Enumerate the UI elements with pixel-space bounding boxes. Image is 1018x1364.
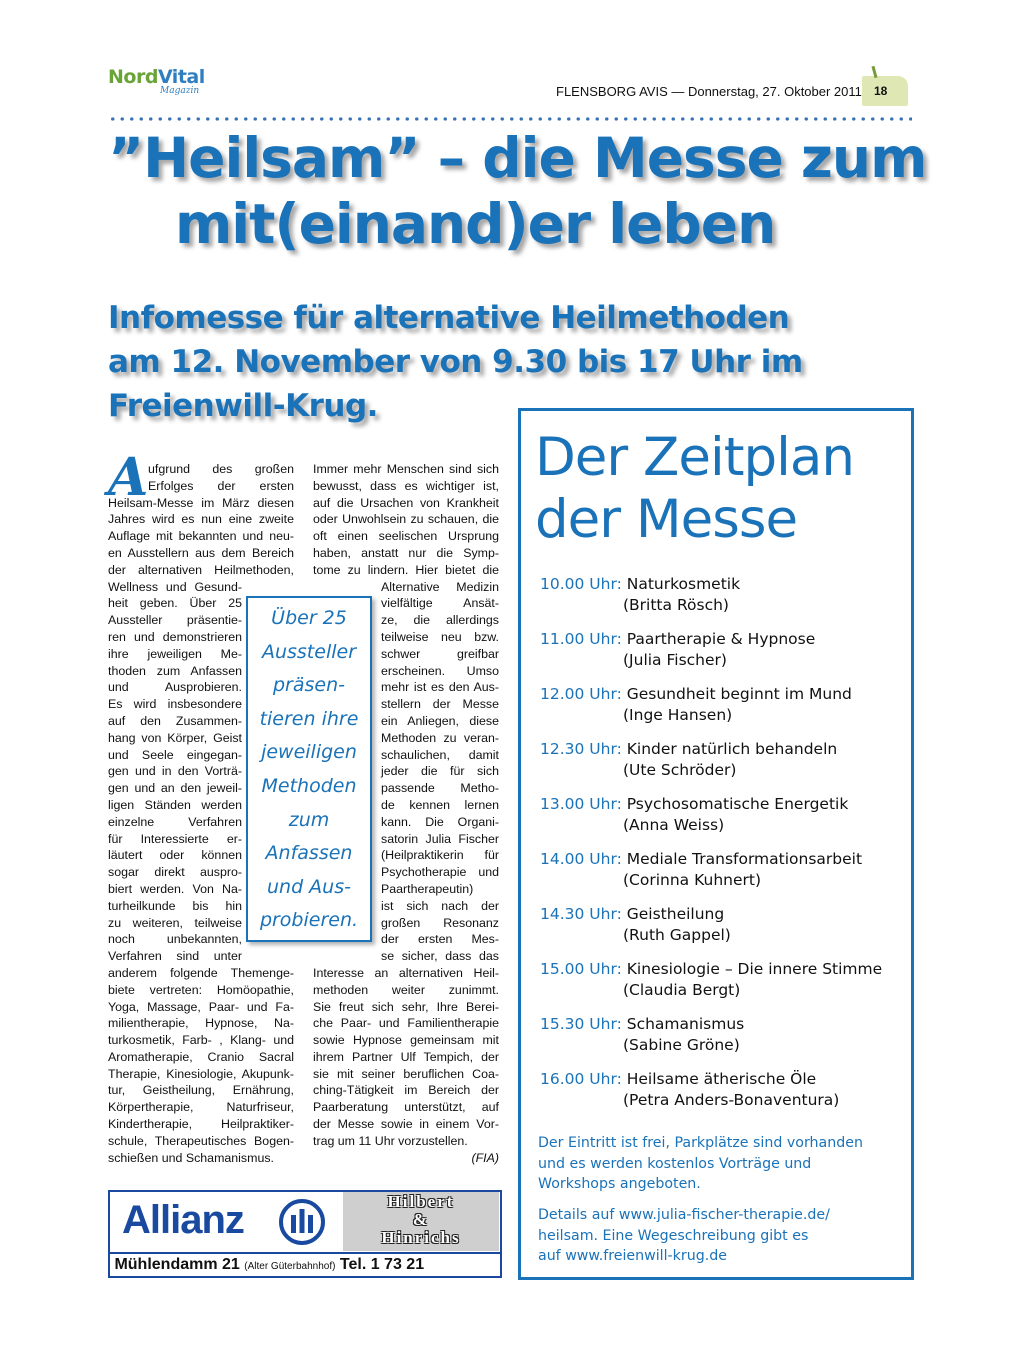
schedule-time: 16.00 Uhr: [540,1070,622,1088]
pull-quote-text [248,598,370,938]
schedule-time: 13.00 Uhr: [540,795,622,813]
article-line: ein Anliegen, diese [381,713,499,728]
headline-line1: ”Heilsam” – die Messe zum [108,126,927,190]
schedule-info-admission [538,1133,898,1195]
ad-street: Mühlendamm 21 [114,1256,240,1273]
article-line: oder Unwohlsein zu schauen, die [313,512,499,527]
article-line: der Messe sowie in einem Vor- [313,1117,499,1132]
schedule-box [518,408,914,1280]
ad-address-bar [110,1252,500,1276]
schedule-time: 12.00 Uhr: [540,685,622,703]
article-credit: (FIA) [471,1150,499,1165]
schedule-topic: Gesundheit beginnt im Mund [626,685,852,703]
pull-quote-line: tieren ihre [259,707,359,730]
article-line: teilweise neu bzw. [381,629,499,644]
schedule-entry [540,684,852,726]
schedule-title-line2: der Messe [535,489,798,550]
info-line: Workshops angeboten. [538,1176,701,1192]
schedule-title [535,427,854,551]
article-line: Immer mehr Menschen sind sich [313,462,499,476]
article-line: der alternativen Heilmethoden, [108,562,294,577]
schedule-speaker: (Ute Schröder) [623,761,737,779]
subheadline-line1: Infomesse für alternative Heilmethoden [108,300,790,336]
schedule-time: 14.00 Uhr: [540,850,622,868]
schedule-entry [540,959,882,1001]
article-line: oft einen seelischen Ursprung [313,529,499,544]
subheadline-line3: Freienwill-Krug. [108,388,378,424]
pull-quote [246,596,372,942]
article-line: haben, anstatt nur die Symp- [313,545,499,560]
pull-quote-line: Anfassen [265,842,353,865]
schedule-topic: Kinder natürlich behandeln [626,740,838,758]
schedule-speaker: (Claudia Bergt) [623,981,741,999]
article-line: schwer greifbar [381,646,499,661]
article-line: (Heilpraktikerin für [381,848,499,863]
info-line: auf www.freienwill-krug.de [538,1248,727,1264]
article-line: ching-Tätigkeit im Bereich der [313,1083,499,1098]
apple-stem-icon [871,66,877,78]
article-line: sie mit seiner beruflichen Coa- [313,1066,499,1081]
article-line: Jahres wird es nun eine zweite [108,512,294,527]
schedule-topic: Geistheilung [626,905,725,923]
logo-vital: Vital [157,66,205,88]
article-line: Psychotherapie und [381,865,499,880]
article-line: Es wird insbesondere [108,697,242,712]
schedule-entry-line [540,739,837,760]
page-number: 18 [874,84,888,98]
ad-name1: Hilbert [387,1192,455,1211]
article-line: Erfolges der ersten [148,478,294,493]
article-line: ze, die allerdings [381,613,499,628]
schedule-entry [540,574,740,616]
schedule-entry [540,1014,744,1056]
article-line: Aussteller präsentie- [108,613,242,628]
article-line: trag um 11 Uhr vorzustellen. [313,1133,468,1148]
article-line: Interesse an alternativen Heil- [313,965,499,980]
page-number-tab [862,76,908,106]
schedule-time: 12.30 Uhr: [540,740,622,758]
article-line: ren und demonstrieren [108,629,242,644]
logo-nord: Nord [108,66,158,88]
info-line: Der Eintritt ist frei, Parkplätze sind vorhanden [538,1135,863,1151]
article-line: vielfältige Ansät- [381,596,499,611]
article-line: de kennen lernen [381,797,499,812]
article-line: che Paar- und Familientherapie [313,1016,499,1031]
pull-quote-line: probieren. [259,909,359,932]
ad-agency-names [343,1192,499,1251]
article-line: sogar direkt auspro- [108,865,242,880]
article-line: und Seele eingegan- [108,747,242,762]
allianz-advertisement [108,1190,502,1278]
info-line: Details auf www.julia-fischer-therapie.de/ [538,1207,830,1223]
schedule-topic: Mediale Transformationsarbeit [626,850,863,868]
article-line: schule, Therapeutisches Bogen- [108,1133,294,1148]
pull-quote-line: präsen- [272,674,345,697]
schedule-entry [540,794,848,836]
article-line: gen und an den jeweil- [108,781,242,796]
pull-quote-line: Methoden [261,774,357,797]
article-line: sowie Hypnose gemeinsam mit [313,1033,499,1048]
article-line: Paartherapeutin) [381,881,474,896]
schedule-entry-line [540,794,848,815]
schedule-entry [540,904,731,946]
article-line: ist sich nach der [381,898,499,913]
article-line: tome zu lindern. Hier bietet die [313,562,499,577]
schedule-topic: Naturkosmetik [626,575,741,593]
article-line: methoden weiter zunimmt. [313,982,499,997]
pull-quote-line: und Aus- [267,875,351,898]
schedule-entry-line [540,684,852,705]
ad-ampersand: & [412,1210,430,1229]
article-line: Alternative Medizin [381,579,499,594]
article-line: biert werden. Von Na- [108,881,242,896]
schedule-speaker: (Ruth Gappel) [623,926,731,944]
article-line: mehr ist es den Aus- [381,680,499,695]
schedule-speaker: (Corinna Kuhnert) [623,871,762,889]
article-line: erscheinen. Umso [381,663,499,678]
schedule-speaker: (Britta Rösch) [623,596,729,614]
schedule-entry-line [540,1069,839,1090]
article-line: auf den Zusammen- [108,713,242,728]
schedule-entry-line [540,574,740,595]
article-line: thoden zum Anfassen [108,663,242,678]
article-line: se sicher, dass das [381,949,499,964]
article-line: satorin Julia Fischer [381,831,499,846]
schedule-info-details [538,1205,898,1267]
schedule-time: 15.00 Uhr: [540,960,622,978]
schedule-entry [540,849,862,891]
article-line: läutert oder können [108,848,242,863]
article-line: stellern der Messe [381,697,499,712]
ad-name2: Hinrichs [381,1228,461,1247]
schedule-time: 11.00 Uhr: [540,630,622,648]
article-line: schießen und Schamanismus. [108,1150,274,1165]
pull-quote-line: Über 25 [271,607,347,629]
schedule-topic: Kinesiologie – Die innere Stimme [626,960,883,978]
schedule-time: 15.30 Uhr: [540,1015,622,1033]
allianz-eagle-logo-icon [278,1198,326,1246]
article-line: Paarberatung unterstützt, auf [313,1100,499,1115]
article-line: auf die Ursachen von Krankheit [313,495,499,510]
article-line: Heilsam-Messe im März diesen [108,495,294,510]
article-line: heit geben. Über 25 [108,596,242,611]
article-line: bewusst, dass es wichtiger ist, [313,478,499,493]
article-line: anderem folgende Themenge- [108,965,294,980]
article-line: zu weiteren, teilweise [108,915,242,930]
article-line: großen Resonanz [381,915,499,930]
schedule-entry [540,629,815,671]
dotted-divider [108,116,912,122]
article-line: ufgrund des großen [148,462,294,476]
schedule-entry-line [540,904,731,925]
schedule-speaker: (Sabine Gröne) [623,1036,740,1054]
article-line: turheilkunde bis hin [108,898,242,913]
ad-phone: Tel. 1 73 21 [339,1256,425,1273]
schedule-speaker: (Anna Weiss) [623,816,725,834]
schedule-entry [540,1069,839,1111]
schedule-time: 10.00 Uhr: [540,575,622,593]
article-line: milientherapie, Hypnose, Na- [108,1016,294,1031]
article-line: Methoden zu veran- [381,730,499,745]
schedule-entry-line [540,959,882,980]
schedule-speaker: (Inge Hansen) [623,706,733,724]
schedule-topic: Heilsame ätherische Öle [626,1070,817,1088]
ad-note: (Alter Güterbahnhof) [244,1261,336,1272]
pull-quote-line: zum [288,808,330,831]
article-line: der ersten Mes- [381,932,499,947]
subheadline-line2: am 12. November von 9.30 bis 17 Uhr im [108,344,803,380]
schedule-topic: Schamanismus [626,1015,745,1033]
schedule-time: 14.30 Uhr: [540,905,622,923]
info-line: und es werden kostenlos Vorträge und [538,1155,812,1172]
article-line: und Ausprobieren. [108,680,242,695]
logo-magazin: Magazin [160,86,200,96]
pull-quote-line: Aussteller [261,640,357,663]
schedule-topic: Paartherapie & Hypnose [626,630,816,648]
publication-line: FLENSBORG AVIS — Donnerstag, 27. Oktober 2011 [556,84,862,99]
article-line: Verfahren sind unter [108,949,242,964]
article-line: Kindertherapie, Heilpraktiker- [108,1117,294,1132]
article-line: Therapie, Kinesiologie, Akupunk- [108,1066,294,1081]
article-line: en Ausstellern aus dem Bereich [108,545,294,560]
article-line: einzelne Verfahren [108,814,242,829]
schedule-entry [540,739,837,781]
article-line: Yoga, Massage, Paar- und Fa- [108,999,294,1014]
article-line: passende Metho- [381,781,499,796]
article-line: ihrem Partner Ulf Tempich, der [313,1049,499,1064]
schedule-speaker: (Julia Fischer) [623,651,727,669]
article-line: ihre jeweiligen Me- [108,646,242,661]
article-line: Auflage mit bekannten und neu- [108,529,294,544]
schedule-title-line1: Der Zeitplan [535,427,854,488]
article-line: Aromatherapie, Cranio Sacral [108,1049,294,1064]
article-line: für Interessierte er- [108,831,242,846]
article-line: Wellness und Gesund- [108,579,242,594]
article-line: tur, Geistheilung, Ernährung, [108,1083,294,1098]
article-line: Körpertherapie, Naturfriseur, [108,1100,294,1115]
article-line: gen und in den Vorträ- [108,764,242,779]
headline-line2: mit(einand)er leben [175,192,776,256]
dropcap: A [108,447,149,508]
article-line: hang von Körper, Geist [108,730,242,745]
article-line: noch unbekannten, [108,932,242,947]
article-line: schaulichen, damit [381,747,499,762]
schedule-topic: Psychosomatische Energetik [626,795,849,813]
schedule-entry-line [540,629,815,650]
article-line: Sie freut sich sehr, Ihre Berei- [313,999,499,1014]
article-line: kann. Die Organi- [381,814,499,829]
nordvital-logo [108,66,218,102]
article-line: jeder die für sich [381,764,499,779]
schedule-speaker: (Petra Anders-Bonaventura) [623,1091,840,1109]
pull-quote-line: jeweiligen [261,741,357,764]
article-line: biete vertreten: Homöopathie, [108,982,294,997]
article-line: ligen Ständen werden [108,797,242,812]
info-line: heilsam. Eine Wegeschreibung gibt es [538,1227,809,1244]
article-line: turkosmetik, Farb- , Klang- und [108,1033,294,1048]
ad-brand: Allianz [122,1198,244,1242]
schedule-entry-line [540,1014,744,1035]
schedule-entry-line [540,849,862,870]
